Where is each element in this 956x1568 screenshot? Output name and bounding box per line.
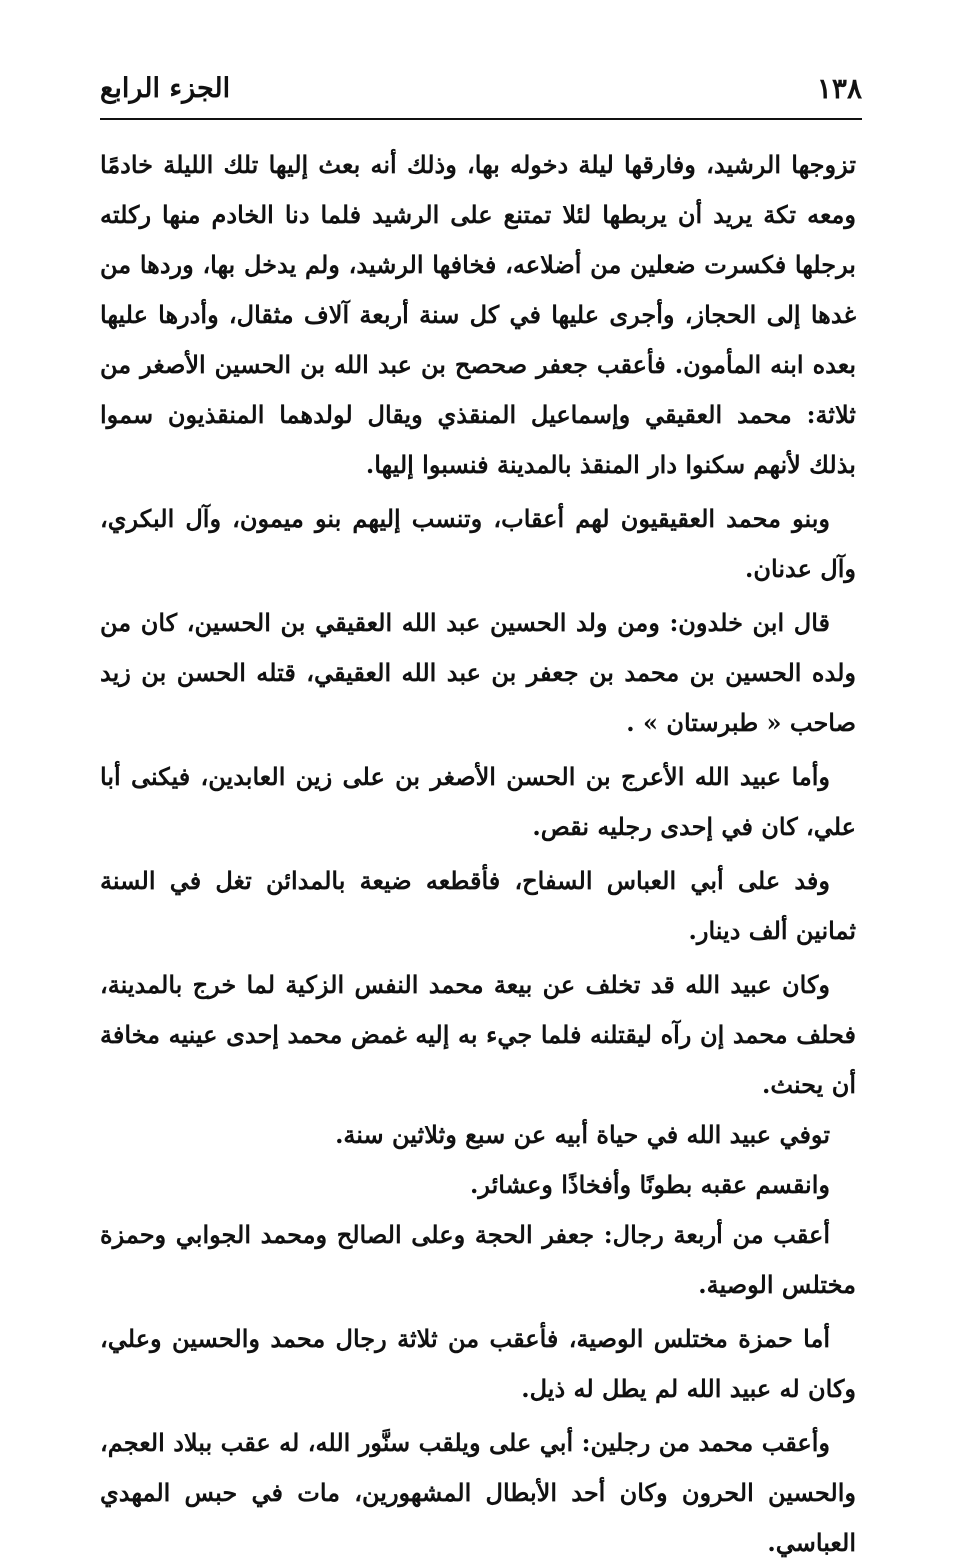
paragraph: وكان عبيد الله قد تخلف عن بيعة محمد النفس الزكية لما خرج بالمدينة، فحلف محمد إن رآه ليقتلنه فلما جيء به إليه غمض محمد إحدى عينيه مخافة أن يحنث. xyxy=(100,970,856,1099)
paragraph: توفي عبيد الله في حياة أبيه عن سبع وثلاثين سنة. xyxy=(335,1120,830,1149)
paragraph: وفد على أبي العباس السفاح، فأقطعه ضيعة بالمدائن تغل في السنة ثمانين ألف دينار. xyxy=(100,866,856,945)
paragraph: أعقب من أربعة رجال: جعفر الحجة وعلى الصالح ومحمد الجوابي وحمزة مختلس الوصية. xyxy=(100,1220,856,1299)
paragraph: قال ابن خلدون: ومن ولد الحسين عبد الله العقيقي بن الحسين، كان من ولده الحسين بن محمد بن جعفر بن عبد الله العقيقي، قتله الحسن بن زيد صاحب « طبرستان » . xyxy=(100,608,856,737)
paragraph: وانقسم عقبه بطونًا وأفخاذًا وعشائر. xyxy=(469,1170,830,1199)
page-body xyxy=(100,140,856,1568)
paragraph: تزوجها الرشيد، وفارقها ليلة دخوله بها، وذلك أنه بعث إليها تلك الليلة خادمًا ومعه تكة يريد أن يربطها لئلا تمتنع على الرشيد فلما دنا الخادم منها ركلته برجلها فكسرت ضعلين من أضلاعه، فخافها الرشيد، ولم يدخل بها، وردها من غدها إلى الحجاز، وأجرى عليها في كل سنة أربعة آلاف مثقال، وأدرها عليها بعده ابنه المأمون. فأعقب جعفر صحصح بن عبد الله بن الحسين الأصغر من ثلاثة: محمد العقيقي وإسماعيل المنقذي ويقال لولدهما المنقذيون سموا بذلك لأنهم سكنوا دار المنقذ بالمدينة فنسبوا إليها. xyxy=(100,150,856,479)
page-number: ١٣٨ xyxy=(816,72,862,105)
paragraph: وبنو محمد العقيقيون لهم أعقاب، وتنسب إليهم بنو ميمون، وآل البكري، وآل عدنان. xyxy=(100,504,856,583)
header-rule xyxy=(100,118,862,120)
paragraph: وأما عبيد الله الأعرج بن الحسن الأصغر بن على زين العابدين، فيكنى أبا علي، كان في إحدى رجليه نقص. xyxy=(100,762,856,841)
page-header xyxy=(100,68,862,114)
paragraph: وأعقب محمد من رجلين: أبي على ويلقب سنَّور الله، له عقب ببلاد العجم، والحسين الحرون وكان أحد الأبطال المشهورين، مات في حبس المهدي العباسي. xyxy=(100,1428,856,1557)
running-title: الجزء الرابع xyxy=(100,73,231,104)
paragraph: أما حمزة مختلس الوصية، فأعقب من ثلاثة رجال محمد والحسين وعلي، وكان له عبيد الله لم يطل له ذيل. xyxy=(100,1324,856,1403)
